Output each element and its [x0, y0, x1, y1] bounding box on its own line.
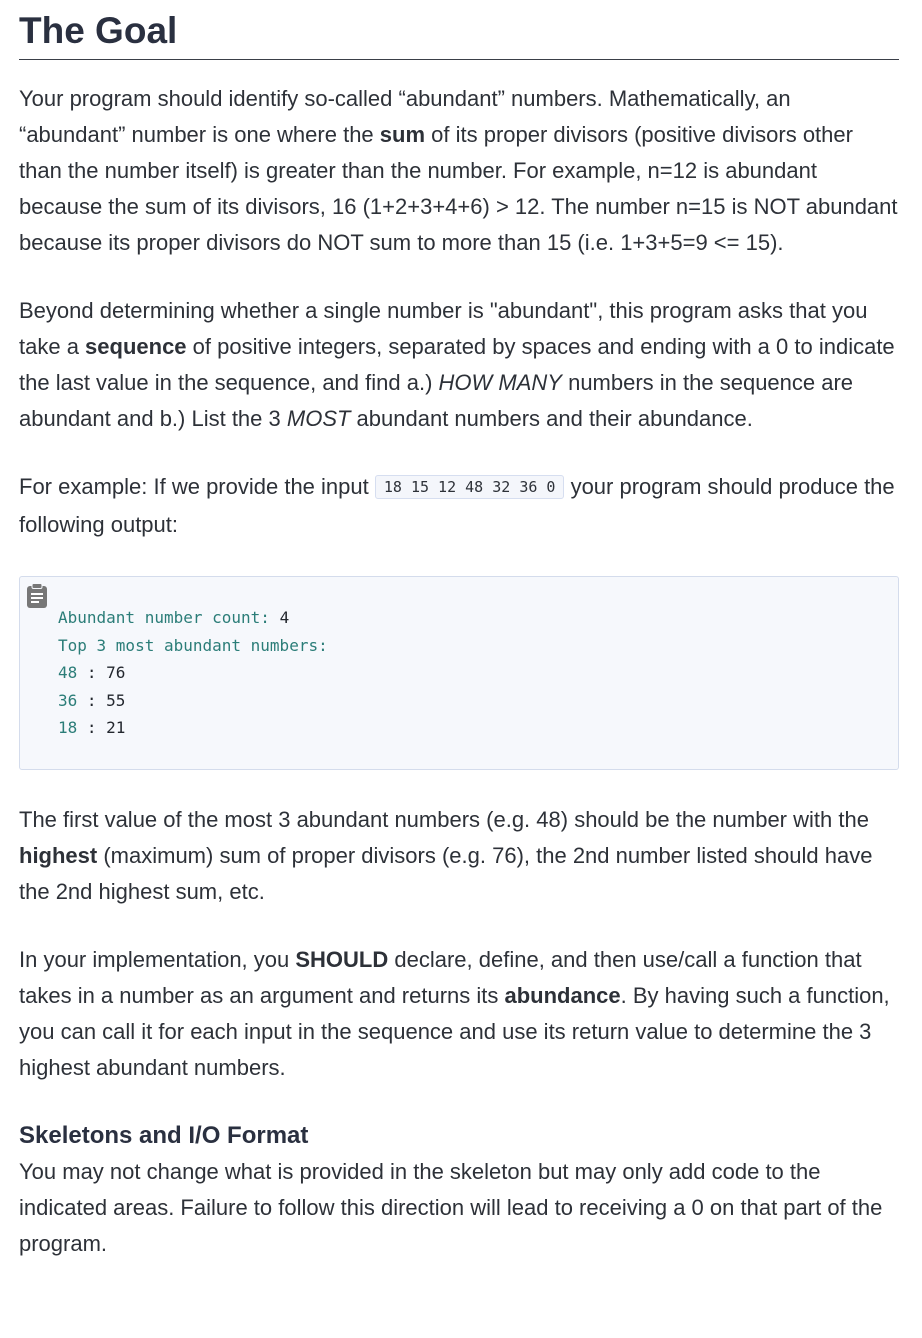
- text-segment: . By having such a function, you can call it for each input in the sequence and use its return value to determine the 3 highest abundant numbers.: [19, 983, 890, 1080]
- code-output-block: [19, 576, 899, 770]
- text-segment: In your implementation, you: [19, 947, 296, 972]
- text-segment: For example: If we provide the input: [19, 474, 375, 499]
- text-segment: of its proper divisors (positive divisors other than the number itself) is greater than the number. For example, n=12 is abundant because the sum of its divisors, 16 (1+2+3+4+6) > 12. The number n=15 is NOT abundant because its proper divisors do NOT sum to more than 15 (i.e. 1+3+5=9 <= 15).: [19, 122, 898, 255]
- paragraph-definition: [19, 81, 899, 261]
- bold-text: abundance: [504, 983, 621, 1008]
- text-segment: Your program should identify so-called “abundant” numbers. Mathematically, an “abundant” number is one where the: [19, 86, 791, 147]
- text-segment: of positive integers, separated by spaces and ending with a 0 to indicate the last value in the sequence, and find a.): [19, 334, 895, 395]
- page-title: The Goal: [19, 0, 899, 60]
- paragraph-implementation: [19, 942, 899, 1086]
- row-value: 76: [106, 663, 126, 682]
- text-segment: numbers in the sequence are abundant and b.) List the 3: [19, 370, 854, 431]
- paragraph-sequence: [19, 293, 899, 437]
- bold-text: sequence: [85, 334, 187, 359]
- text-segment: your program should produce the following output:: [19, 474, 895, 537]
- count-value: 4: [279, 608, 290, 627]
- bold-text: sum: [379, 122, 426, 147]
- text-segment: declare, define, and then use/call a function that takes in a number as an argument and returns its: [19, 947, 862, 1008]
- row-number: 18: [58, 718, 78, 737]
- bold-text: highest: [19, 843, 98, 868]
- code-line-top: [58, 632, 328, 660]
- code-line-row: 18 : 21: [58, 718, 126, 737]
- code-lines: [58, 604, 328, 742]
- row-value: 55: [106, 690, 126, 710]
- section-heading: Skeletons and I/O Format: [19, 1122, 309, 1149]
- row-value: 21: [106, 718, 126, 737]
- clipboard-icon[interactable]: [26, 583, 48, 609]
- paragraph-skeleton: You may not change what is provided in the skeleton but may only add code to the indicated areas. Failure to follow this direction will lead to receiving a 0 on that part of the program.: [19, 1159, 883, 1256]
- paragraph-example: [19, 469, 899, 543]
- paragraph-ordering: [19, 802, 899, 910]
- bold-text: SHOULD: [295, 947, 389, 972]
- code-line-count: [58, 604, 328, 632]
- italic-text: HOW MANY: [438, 370, 562, 395]
- row-number: 36: [58, 690, 78, 710]
- italic-text: MOST: [286, 406, 351, 431]
- row-number: 48: [58, 663, 78, 682]
- text-segment: Beyond determining whether a single number is "abundant", this program asks that you take a: [19, 298, 868, 359]
- inline-code: 18 15 12 48 32 36 0: [375, 475, 565, 499]
- code-line-row: 48 : 76: [58, 663, 126, 682]
- text-segment: The first value of the most 3 abundant numbers (e.g. 48) should be the number with the: [19, 807, 869, 832]
- document: [19, 0, 899, 1262]
- count-label: Abundant number count:: [58, 608, 270, 627]
- text-segment: abundant numbers and their abundance.: [350, 406, 753, 431]
- top-label: Top 3 most abundant numbers:: [58, 635, 328, 655]
- code-line-row: 36 : 55: [58, 690, 126, 710]
- text-segment: (maximum) sum of proper divisors (e.g. 76), the 2nd number listed should have the 2nd highest sum, etc.: [19, 843, 873, 904]
